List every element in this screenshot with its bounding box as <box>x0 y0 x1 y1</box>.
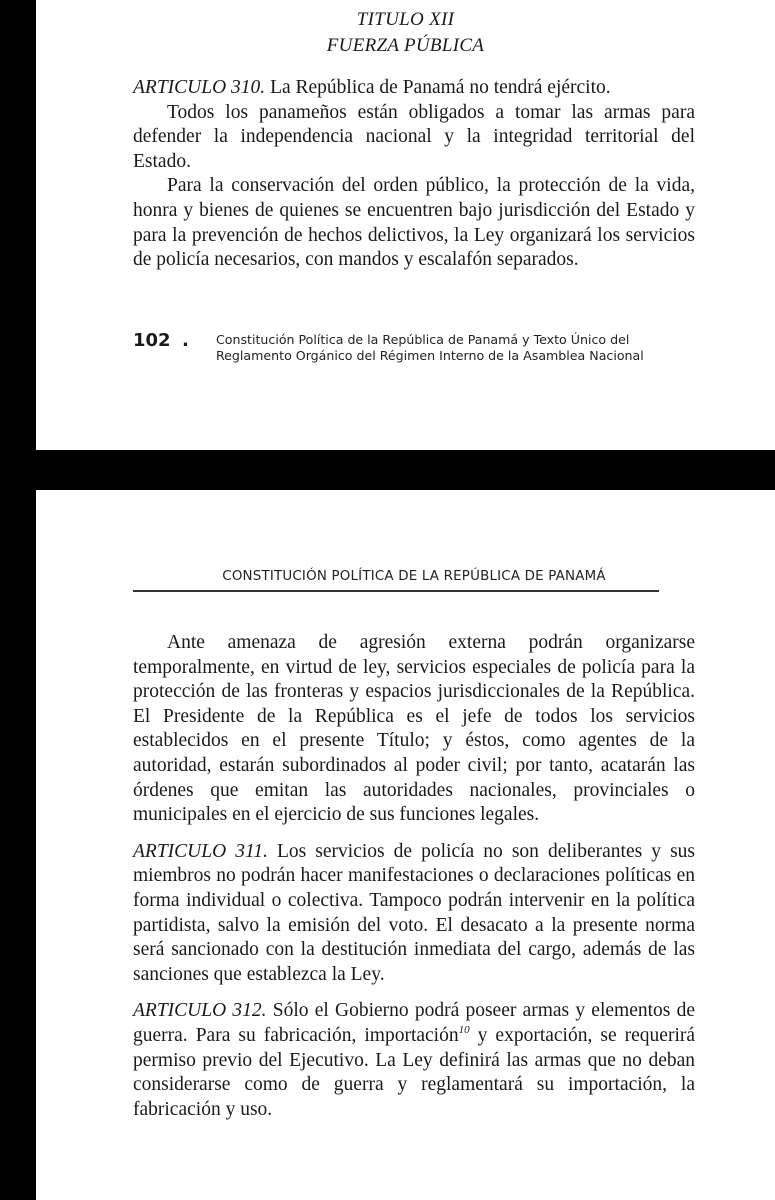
article-311-text: Los servicios de policía no son deliberantes y sus miembros no podrán hacer manifestaciones o declaraciones políticas en forma individual o colectiva. Tampoco podrán intervenir en la política partidista, salvo la emisión del voto. El desacato a la presente norma será sancionado con la destitución inmediata del cargo, además de las sanciones que establezca la Ley. <box>133 840 695 985</box>
title-name: FUERZA PÚBLICA <box>326 35 485 56</box>
header-rule <box>133 590 659 592</box>
running-header: CONSTITUCIÓN POLÍTICA DE LA REPÚBLICA DE PANAMÁ <box>222 569 606 584</box>
article-312 <box>133 999 695 1122</box>
footer-line-1: Constitución Política de la República de Panamá y Texto Único del <box>216 332 630 347</box>
top-page-body <box>133 76 695 273</box>
article-310 <box>133 76 695 101</box>
paragraph-police-services: Para la conservación del orden público, la protección de la vida, honra y bienes de quienes se encuentren bajo jurisdicción del Estado y para la prevención de hechos delictivos, la Ley organizará los servicios de policía necesarios, con mandos y escalafón separados. <box>133 175 695 271</box>
page-number: 102 <box>133 330 171 351</box>
paragraph-armed-duty: Todos los panameños están obligados a tomar las armas para defender la independencia nacional y la integridad territorial del Estado. <box>133 101 695 172</box>
document-page-top <box>36 0 775 450</box>
article-310-text: La República de Panamá no tendrá ejército. <box>270 77 611 98</box>
article-311 <box>133 840 695 988</box>
page-footer <box>216 332 644 364</box>
article-311-label: ARTICULO 311. <box>133 840 268 862</box>
article-312-text-b: y exportación, se requerirá permiso previo del Ejecutivo. La Ley definirá las armas que no deban considerarse como de guerra y reglamentará su importación, la fabricación y uso. <box>133 1024 696 1120</box>
footnote-marker: 10 <box>458 1023 470 1036</box>
bottom-page-body <box>133 631 695 1122</box>
article-312-text-a: Sólo el Gobierno podrá poseer armas y elementos de guerra. Para su fabricación, importación <box>133 1000 695 1046</box>
article-310-label: ARTICULO 310. <box>133 77 266 98</box>
page-number-separator: . <box>182 330 189 351</box>
article-312-label: ARTICULO 312. <box>133 1000 267 1022</box>
document-page-bottom <box>36 490 775 1200</box>
footer-line-2: Reglamento Orgánico del Régimen Interno de la Asamblea Nacional <box>216 348 644 363</box>
paragraph-external-threat: Ante amenaza de agresión externa podrán organizarse temporalmente, en virtud de ley, servicios especiales de policía para la protección de las fronteras y espacios jurisdiccionales de la República. El Presidente de la República es el jefe de todos los servicios establecidos en el presente Título; y éstos, como agentes de la autoridad, estarán subordinados al poder civil; por tanto, acatarán las órdenes que emitan las autoridades nacionales, provinciales o municipales en el ejercicio de sus funciones legales. <box>133 632 695 826</box>
title-number: TITULO XII <box>356 9 455 30</box>
